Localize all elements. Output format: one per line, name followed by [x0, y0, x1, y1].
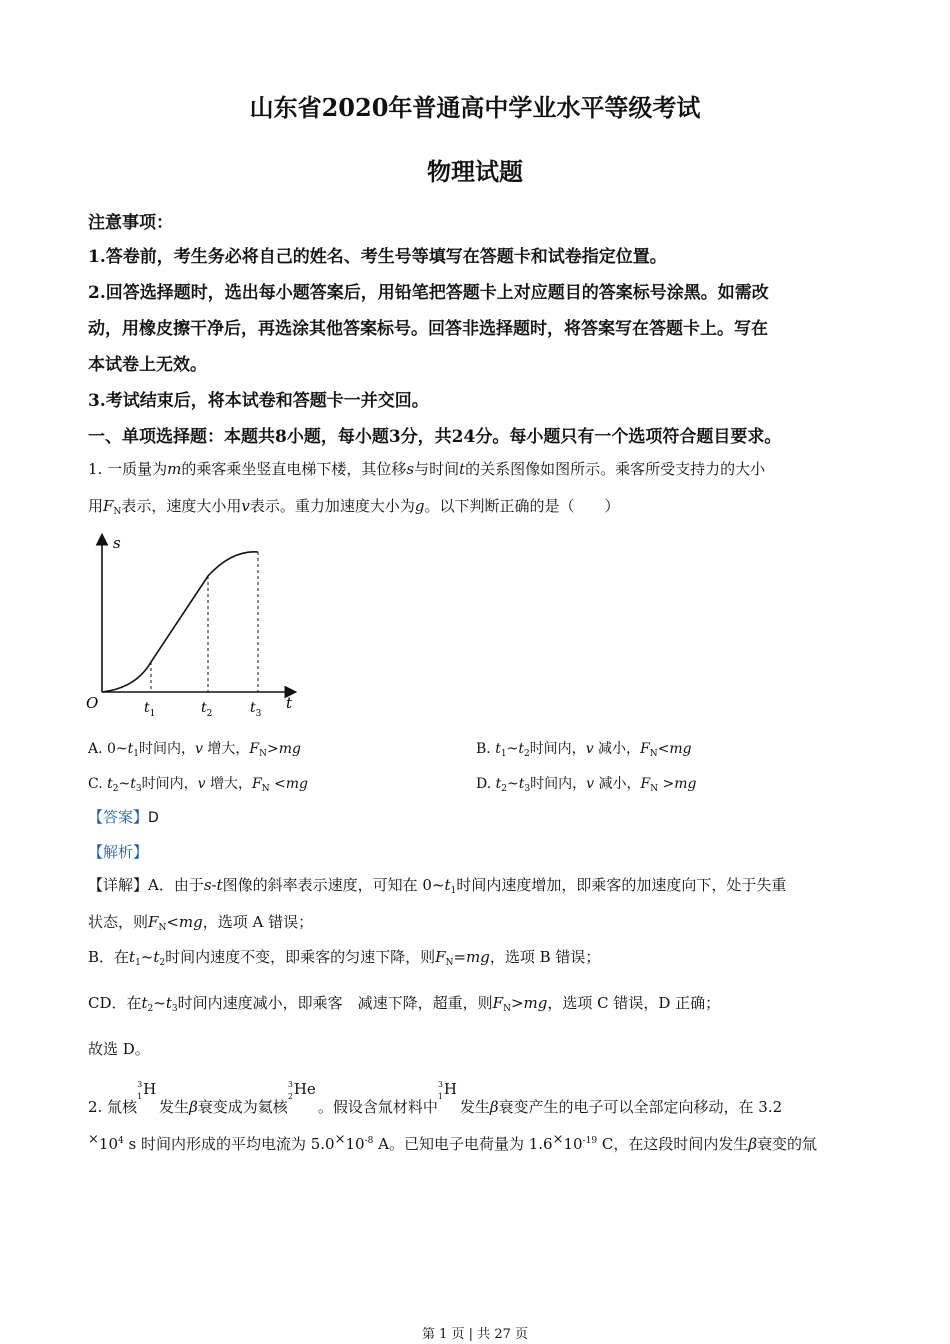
detail-text: ，选项 C 错误，D 正确； [547, 994, 721, 1012]
option-d-var: t [518, 776, 525, 792]
option-c-var: F [251, 776, 262, 792]
option-c-sub: 3 [135, 784, 142, 794]
detail-var: t [141, 994, 148, 1012]
detail-line-1 [88, 874, 786, 896]
q2-var-beta: β [489, 1098, 499, 1116]
q2-number: 2. [88, 1098, 103, 1116]
detail-sub: 1 [135, 958, 141, 968]
option-c-text: 增大， [205, 776, 252, 792]
q2-text: 10 [345, 1135, 365, 1153]
q2-text: 10 [563, 1135, 583, 1153]
q1-var-v: v [241, 497, 250, 515]
q2-exponent: -19 [582, 1136, 598, 1146]
option-c-var: t [107, 776, 113, 792]
option-d-var: mg [674, 776, 697, 792]
section-heading: 一、单项选择题：本题共8小题，每小题3分，共24分。每小题只有一个选项符合题目要求。 [88, 427, 782, 447]
option-c-label: C. [88, 776, 108, 792]
q2-exponent: -8 [364, 1136, 374, 1146]
option-d-text: 减小， [594, 776, 641, 792]
option-b-var: t [518, 741, 524, 757]
detail-var: t [129, 948, 136, 966]
detail-sub: 3 [171, 1004, 178, 1014]
detail-sub: N [445, 958, 454, 968]
q1-text: 表示。重力加速度大小为 [249, 497, 415, 515]
option-a-sub: 1 [133, 749, 140, 759]
option-d[interactable] [476, 773, 697, 794]
detail-tag: 【详解】 [88, 876, 149, 894]
option-d-sub: N [650, 784, 659, 794]
option-b-var: mg [669, 741, 692, 757]
nuclide-symbol: H [143, 1080, 157, 1098]
answer-value: D [148, 810, 159, 826]
detail-sub: 1 [450, 886, 457, 896]
nuclide-charge: 1 [137, 1092, 143, 1101]
q2-text: C，在这段时间内发生 [597, 1135, 749, 1153]
answer-line [88, 806, 159, 827]
option-b-text: 减小， [593, 741, 641, 757]
nuclide-mass: 3 [137, 1080, 143, 1089]
times-sign: × [552, 1132, 564, 1147]
option-c-var: t [130, 776, 136, 792]
option-d-var: F [640, 776, 651, 792]
tritium-nuclide [137, 1080, 159, 1106]
detail-text: ，选项 B 错误； [489, 948, 601, 966]
nuclide-symbol: He [293, 1080, 316, 1098]
detail-var: mg [178, 913, 203, 931]
option-a-text: 时间内， [139, 741, 196, 757]
q2-text: 发生 [159, 1098, 190, 1116]
option-b-label: B. [476, 741, 496, 757]
detail-text: CD．在 [88, 994, 142, 1012]
option-a-var: v [195, 741, 203, 757]
q1-var-g: g [414, 497, 425, 515]
option-b-var: v [585, 741, 594, 757]
q2-var-beta: β [189, 1098, 198, 1116]
tick-label-t3: $t_3$ [250, 700, 262, 719]
tick-label-t1: $t_1$ [144, 700, 156, 719]
q1-line-2 [88, 495, 619, 517]
analysis-tag: 【解析】 [88, 843, 149, 861]
detail-text: < [166, 913, 179, 931]
detail-text: ~ [140, 948, 154, 966]
page-subtitle: 物理试题 [427, 157, 523, 186]
q1-text: 一质量为 [107, 460, 168, 478]
option-b-text: < [657, 741, 670, 757]
q2-text: 。假设含氚材料中 [317, 1098, 438, 1116]
q2-exponent: 4 [118, 1136, 124, 1146]
option-a-text: 增大， [202, 741, 250, 757]
detail-conclusion: 故选 D。 [88, 1040, 150, 1058]
option-d-text: ~ [507, 776, 519, 792]
q1-text: 的关系图像如图所示。乘客所受支持力的大小 [465, 460, 766, 478]
detail-sub: N [158, 923, 167, 933]
detail-text: ~ [153, 994, 166, 1012]
page-title: 山东省2020年普通高中学业水平等级考试 [249, 93, 701, 122]
option-d-label: D. [476, 776, 496, 792]
option-b-var: F [640, 741, 650, 757]
q2-text: 10 [98, 1135, 118, 1153]
detail-var: F [148, 913, 159, 931]
option-c-sub: N [261, 784, 270, 794]
q1-line-1 [88, 458, 765, 479]
st-curve [102, 552, 258, 692]
notice-heading: 注意事项： [88, 213, 173, 233]
tritium-nuclide [438, 1080, 460, 1106]
option-c-text: 时间内， [141, 776, 198, 792]
q2-text: 发生 [459, 1098, 490, 1116]
q1-text: 的乘客乘坐竖直电梯下楼，其位移 [181, 460, 407, 478]
option-c-sub: 2 [112, 784, 119, 794]
option-c-text: ~ [118, 776, 131, 792]
detail-line-cd [88, 992, 720, 1014]
detail-var: F [492, 994, 504, 1012]
q1-text: 。以下判断正确的是（ ） [424, 497, 620, 515]
option-a-var: t [127, 741, 134, 757]
page-footer: 第 1 页 | 共 27 页 [422, 1327, 528, 1342]
detail-text: 时间内速度减小，即乘客 减速下降，超重，则 [177, 994, 493, 1012]
q1-number: 1. [88, 460, 103, 478]
axis-label-t: t [286, 694, 293, 712]
detail-text: > [510, 994, 524, 1012]
q2-text: A。已知电子电荷量为 1.6 [373, 1135, 553, 1153]
q2-text: s 时间内形成的平均电流为 5.0 [123, 1135, 335, 1153]
nuclide-mass: 3 [437, 1080, 443, 1089]
detail-line-b [88, 946, 600, 968]
option-c-var: v [197, 776, 206, 792]
option-c-var: mg [285, 776, 309, 792]
axis-label-s: s [113, 534, 121, 552]
detail-sub: 2 [159, 958, 166, 968]
option-a-var: F [249, 741, 260, 757]
q2-text: 衰变成为氦核 [197, 1098, 288, 1116]
option-b-sub: 1 [500, 749, 507, 759]
q1-text: 表示，速度大小用 [121, 497, 242, 515]
helium-nuclide [288, 1080, 318, 1106]
answer-tag: 【答案】 [88, 808, 149, 826]
q1-var-m: m [167, 460, 182, 478]
q2-var-beta: β [748, 1135, 758, 1153]
nuclide-mass: 3 [287, 1080, 293, 1089]
q2-line-2 [88, 1132, 817, 1154]
option-d-var: v [586, 776, 595, 792]
option-d-sub: 2 [501, 784, 508, 794]
detail-var: mg [523, 994, 548, 1012]
nuclide-charge: 2 [287, 1092, 293, 1101]
option-b-sub: 2 [523, 749, 530, 759]
tick-label-t2: $t_2$ [201, 700, 213, 719]
option-a-var: mg [278, 741, 301, 757]
detail-var: t [444, 876, 451, 894]
option-d-text: > [658, 776, 675, 792]
option-b-sub: N [649, 749, 658, 759]
q1-text: 用 [88, 497, 104, 515]
detail-line-2 [88, 911, 313, 933]
detail-var: mg [466, 948, 490, 966]
q1-var-t: t [459, 460, 466, 478]
origin-label: O [86, 694, 99, 712]
option-b-text: ~ [506, 741, 519, 757]
notice-item-1: 1.答卷前，考生务必将自己的姓名、考生号等填写在答题卡和试卷指定位置。 [88, 247, 667, 267]
option-a-text: > [267, 741, 279, 757]
detail-text: 图像的斜率表示速度，可知在 0~ [222, 876, 445, 894]
q1-var-s: s [406, 460, 415, 478]
detail-var: t [165, 994, 172, 1012]
option-c-text: < [269, 776, 286, 792]
notice-item-2-line-2: 动，用橡皮擦干净后，再选涂其他答案标号。回答非选择题时，将答案写在答题卡上。写在 [88, 319, 768, 339]
option-a-label: A. 0~ [88, 741, 128, 757]
detail-text: = [453, 948, 467, 966]
detail-var: s-t [203, 876, 223, 894]
q2-text: 衰变产生的电子可以全部定向移动，在 3.2 [498, 1098, 783, 1116]
nuclide-symbol: H [443, 1080, 457, 1098]
option-a-sub: N [259, 749, 267, 759]
notice-item-2-line-1: 2.回答选择题时，选出每小题答案后，用铅笔把答题卡上对应题目的答案标号涂黑。如需改 [88, 283, 769, 303]
notice-item-2-line-3: 本试卷上无效。 [88, 355, 207, 375]
option-a[interactable] [88, 738, 301, 759]
q1-sub-N: N [113, 507, 122, 517]
detail-sub: 2 [147, 1004, 154, 1014]
option-d-sub: 3 [524, 784, 531, 794]
option-b-text: 时间内， [529, 741, 586, 757]
detail-text: A．由于 [148, 876, 204, 894]
detail-text: ，选项 A 错误； [202, 913, 314, 931]
nuclide-charge: 1 [437, 1092, 443, 1101]
q2-text: 氚核 [107, 1098, 138, 1116]
option-b[interactable] [476, 738, 692, 759]
times-sign: × [88, 1132, 99, 1147]
detail-text: 状态，则 [88, 913, 149, 931]
option-d-var: t [495, 776, 502, 792]
option-d-text: 时间内， [530, 776, 587, 792]
option-b-var: t [495, 741, 501, 757]
option-c[interactable] [88, 773, 308, 794]
q2-line-1 [88, 1080, 782, 1117]
times-sign: × [334, 1132, 346, 1147]
detail-text: B．在 [88, 948, 130, 966]
detail-var: F [435, 948, 446, 966]
q1-var-F: F [103, 497, 114, 515]
detail-text: 时间内速度增加，即乘客的加速度向下，处于失重 [456, 876, 787, 894]
detail-sub: N [503, 1004, 511, 1014]
q2-text: 衰变的氚 [757, 1135, 818, 1153]
q1-st-graph [84, 530, 304, 720]
notice-item-3: 3.考试结束后，将本试卷和答题卡一并交回。 [88, 391, 429, 411]
q1-text: 与时间 [414, 460, 460, 478]
detail-var: t [153, 948, 160, 966]
detail-text: 时间内速度不变，即乘客的匀速下降，则 [165, 948, 436, 966]
